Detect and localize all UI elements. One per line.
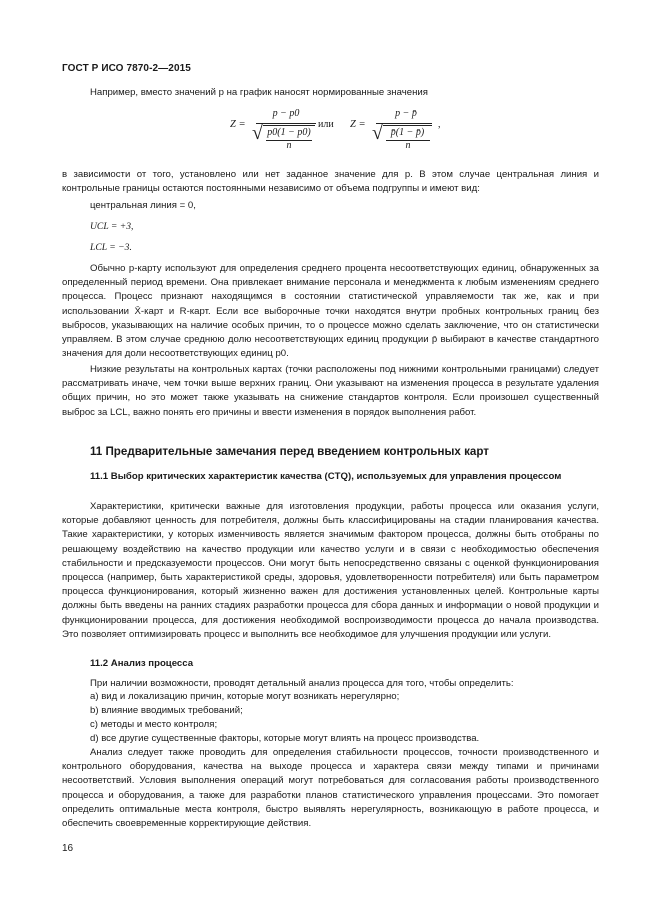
denominator-1: p0(1 − p0)	[267, 127, 311, 138]
sqrt-sign-2: √	[372, 122, 383, 144]
section-11-title: 11 Предварительные замечания перед введением контрольных карт	[90, 445, 489, 458]
sqrt-sign-1: √	[252, 122, 263, 144]
section-11-2-title: 11.2 Анализ процесса	[90, 658, 194, 669]
list-item: b) влияние вводимых требований;	[90, 705, 243, 716]
denominator-2: p̄(1 − p̄)	[390, 127, 425, 138]
sqrt-bar-1	[263, 125, 315, 126]
paragraph-3: Низкие результаты на контрольных картах (точки расположены под нижними контрольными границами) следует рассматривать иначе, чем точки выше верхних границ. Они указывают на изменения процесса в результате удаления общих причин, но это может также указывать на снижение стандартов контроля. Если произошел существенный выброс за LCL, важно понять его причины и ввести изменения в порядок выполнения работ.	[62, 364, 599, 418]
section-11-1-text: Характеристики, критически важные для изготовления продукции, работы процесса или оказания услуги, которые добавляют ценность для потребителя, должны быть классифицированы на стадии планирования качества. Такие характеристики, у которых изменчивость является значимым фактором процесса, должны быть отобраны по решающему воздействию на качество продукции или качество услуги и в связи с необходимостью обеспечения стабильности и предсказуемости процессов. Они могут быть непосредственно связаны с оценкой функционирования процесса (например, быть характеристикой среды, здоровья, удовлетворенности потребителя) или быть параметром процесса функционирования, который жизненно важен для достижения установленных целей. Контрольные карты должны быть введены на ранних стадиях разработки процесса для сбора данных и информации о новой продукции и функционировании процесса, для достижения необходимой воспроизводимости процесса до начала производства. Это позволяет оптимизировать процесс и выполнить все необходимое для улучшения продукции или услуги.	[62, 501, 599, 640]
list-item: d) все другие существенные факторы, которые могут влиять на процесс производства.	[90, 733, 480, 744]
paragraph-1: в зависимости от того, установлено или нет заданное значение для p. В этом случае центральная линия и контрольные границы остаются постоянными независимо от объема подгруппы и имеют вид:	[62, 169, 599, 195]
formula-comma: ,	[438, 119, 441, 130]
n-2: n	[405, 140, 411, 151]
z-symbol-1: Z =	[230, 119, 246, 130]
sqrt-bar-2	[383, 125, 432, 126]
section-11-1-title: 11.1 Выбор критических характеристик качества (CTQ), используемых для управления процессом	[90, 471, 562, 482]
standard-header: ГОСТ Р ИСО 7870-2—2015	[62, 63, 191, 74]
or-word: или	[318, 119, 334, 130]
z-symbol-2: Z =	[350, 119, 366, 130]
numerator-1: p − p0	[272, 108, 300, 119]
list-item: c) методы и место контроля;	[90, 719, 218, 730]
fraction-bar-2	[376, 123, 432, 124]
normalized-formula	[230, 108, 440, 164]
section-11-2-text: Анализ следует также проводить для определения стабильности процессов, точности производственного и контрольного оборудования, качества на выходе процесса и характера связи между типами и причинами несоответствий. Условия выполнения операций могут потребоваться для согласования работы производственного процесса и оборудования, а также для разработки планов статистического управления процессами. Это помогает определить оптимальные места контроля, быстро выявлять нерегулярность, возникающую в работе процесса, и обеспечить своевременные корректирующие действия.	[62, 747, 599, 830]
n-1: n	[286, 140, 292, 151]
paragraph-2: Обычно p-карту используют для определения среднего процента несоответствующих единиц, обнаруженных за определенный период времени. Она привлекает внимание персонала и менеджмента к любым изменениям среднего процесса. Процесс признают находящимся в состоянии статистической управляемости так же, как и при использовании X̄-карт и R-карт. Если все выборочные точки находятся внутри пробных контрольных границ без выбросов, указывающих на наличие особых причин, то о процессе можно сделать заключение, что он статистически управляем. В этом случае среднюю долю несоответствующих единиц продукции p̄ выбирают в качестве стандартного значения для доли несоответствующих единиц p0.	[62, 263, 599, 360]
numerator-2: p − p̄	[395, 108, 417, 119]
lcl-line: LCL = −3.	[90, 242, 132, 253]
section-11-2-intro: При наличии возможности, проводят детальный анализ процесса для того, чтобы определить:	[90, 678, 514, 689]
list-item: a) вид и локализацию причин, которые могут возникать нерегулярно;	[90, 691, 400, 702]
ucl-line: UCL = +3,	[90, 221, 134, 232]
fraction-bar-1	[256, 123, 316, 124]
intro-text: Например, вместо значений p на график наносят нормированные значения	[90, 87, 428, 98]
page-number: 16	[62, 843, 74, 854]
central-line: центральная линия = 0,	[90, 200, 196, 211]
